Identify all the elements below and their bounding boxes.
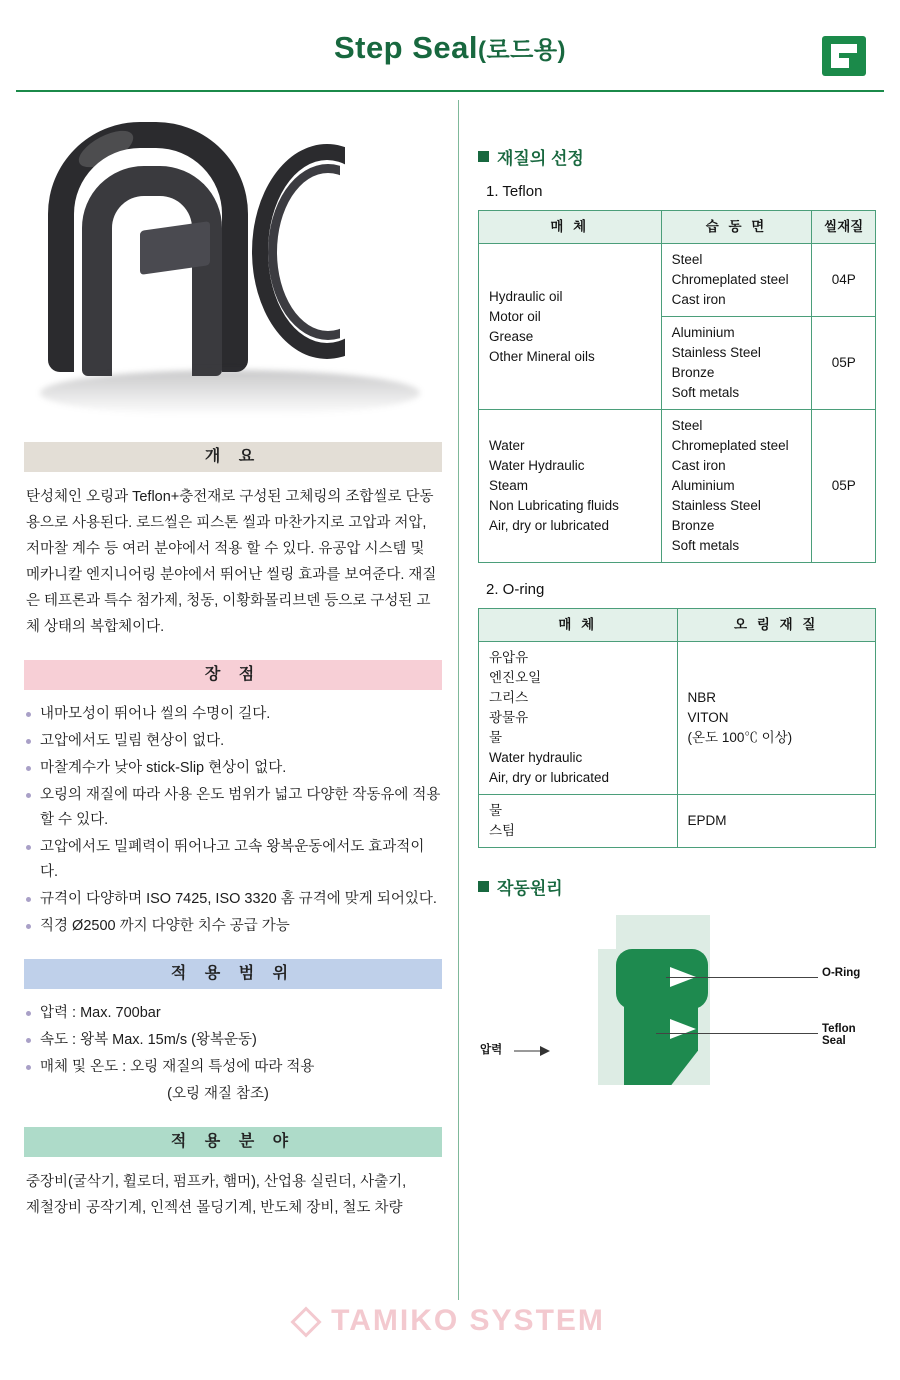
page-title-main: Step Seal (333, 30, 478, 65)
media-line: 물 (489, 803, 503, 818)
left-column (24, 102, 442, 1221)
list-item: 마찰계수가 낮아 stick-Slip 현상이 없다. (24, 756, 442, 781)
section-bar-advantages: 장 점 (24, 660, 442, 690)
application-range-list (24, 1001, 442, 1107)
leader-line-oring (666, 977, 818, 978)
column-divider (458, 100, 459, 1300)
table-row (479, 795, 876, 848)
list-item: 직경 Ø2500 까지 다양한 치수 공급 가능 (24, 914, 442, 939)
list-item: 규격이 다양하며 ISO 7425, ISO 3320 홈 규격에 맞게 되어있다. (24, 887, 442, 912)
media-line: 스팀 (489, 823, 516, 838)
application-field-text (24, 1169, 442, 1221)
col-sliding-surface: 습 동 면 (661, 211, 812, 244)
teflon-subheading: 1. Teflon (486, 183, 543, 200)
surface-line: Soft metals (671, 385, 740, 400)
footer-watermark (0, 1304, 900, 1338)
media-line: Hydraulic oil (489, 288, 563, 304)
cell-seal-2: 05P (812, 410, 876, 563)
material-selection-heading-label: 재질의 선정 (497, 149, 584, 168)
media-line: Water hydraulic (489, 750, 583, 765)
table-row (479, 244, 876, 317)
section-bar-application-range: 적 용 범 위 (24, 959, 442, 989)
material-selection-heading (478, 144, 876, 169)
diamond-icon (291, 1306, 322, 1337)
cell-surfaces-1b (661, 317, 812, 410)
surface-line: Bronze (671, 518, 715, 533)
operating-principle-diagram (478, 915, 876, 1105)
application-field-line1: 중장비(굴삭기, 휠로더, 펌프카, 햄머), 산업용 실린더, 사출기, (26, 1174, 407, 1190)
application-range-note: (오링 재질 참조) (167, 1086, 269, 1102)
page-footer (0, 1284, 900, 1380)
media-line: Other Mineral oils (489, 348, 595, 364)
material-line: EPDM (687, 813, 727, 828)
cell-seal-1a: 04P (812, 244, 876, 317)
surface-line: Stainless Steel (671, 498, 761, 513)
material-line: NBR (687, 690, 717, 705)
step-seal-cross-section-graphic (48, 122, 258, 372)
surface-line: Stainless Steel (671, 345, 761, 360)
media-line: Non Lubricating fluids (489, 498, 619, 513)
table-row (479, 410, 876, 563)
media-line: Air, dry or lubricated (489, 518, 610, 533)
list-item: 압력 : Max. 700bar (24, 1001, 442, 1026)
surface-line: Aluminium (671, 325, 735, 340)
cell-surfaces-2 (661, 410, 812, 563)
surface-line: Aluminium (671, 478, 735, 493)
col-media: 매 체 (479, 609, 678, 642)
list-item: 고압에서도 밀폐력이 뛰어나고 고속 왕복운동에서도 효과적이다. (24, 835, 442, 885)
advantages-list (24, 702, 442, 939)
media-line: Steam (489, 478, 529, 493)
operating-principle-heading-label: 작동원리 (497, 879, 563, 898)
cell-surfaces-1a (661, 244, 812, 317)
page-content (0, 92, 900, 1322)
application-field-line2: 제철장비 공작기계, 인젝션 몰딩기계, 반도체 장비, 철도 차량 (26, 1200, 403, 1216)
media-line: 광물유 (489, 710, 529, 725)
label-teflon-seal: Teflon Seal (822, 1023, 856, 1047)
surface-line: Steel (671, 418, 703, 433)
company-logo-icon (822, 36, 866, 76)
overview-paragraph: 탄성체인 오링과 Teflon+충전재로 구성된 고체링의 조합씰로 단동용으로 사용된다. 로드씰은 피스톤 씰과 마찬가지로 고압과 저압, 저마찰 계수 등 여러 분야에서 적용 할 수 있다. 유공압 시스템 및 메카니칼 엔지니어링 분야에서 뛰어난 씰링 효과를 보여준다. 재질은 테프론과 특수 첨가제, 청동, 이황화몰리브덴 등으로 구성된 고체 상태의 복합체이다. (26, 489, 437, 635)
photo-reflection (40, 370, 420, 416)
media-line: Water Hydraulic (489, 458, 585, 473)
surface-line: Cast iron (671, 292, 726, 307)
table-header-row (479, 609, 876, 642)
right-column (478, 144, 876, 1105)
diagram-arrows (520, 915, 820, 1085)
material-line: (온도 100℃ 이상) (687, 730, 793, 745)
material-line: VITON (687, 710, 729, 725)
page-title (0, 30, 900, 66)
section-bar-overview: 개 요 (24, 442, 442, 472)
media-line: Water (489, 438, 525, 453)
surface-line: Soft metals (671, 538, 740, 553)
footer-watermark-label: TAMIKO SYSTEM (331, 1304, 605, 1337)
oring-subheading: 2. O-ring (486, 581, 545, 598)
surface-line: Cast iron (671, 458, 726, 473)
diagram-canvas (520, 915, 820, 1085)
media-line: 엔진오일 (489, 670, 542, 685)
cell-media-group-2 (479, 410, 662, 563)
col-media: 매 체 (479, 211, 662, 244)
pressure-arrow-icon (514, 1043, 554, 1059)
bullet-square-icon (478, 151, 489, 162)
o-ring-graphic (252, 144, 412, 364)
surface-line: Steel (671, 252, 703, 267)
list-item: 매체 및 온도 : 오링 재질의 특성에 따라 적용 (24, 1055, 442, 1080)
media-line: 물 (489, 730, 503, 745)
col-seal-material: 씰재질 (812, 211, 876, 244)
teflon-material-table (478, 210, 876, 563)
surface-line: Bronze (671, 365, 715, 380)
media-line: 유압유 (489, 650, 529, 665)
label-oring: O-Ring (822, 967, 861, 979)
media-line: 그리스 (489, 690, 529, 705)
operating-principle-heading (478, 874, 876, 899)
list-item: 고압에서도 밀림 현상이 없다. (24, 729, 442, 754)
cell-oring-media-2 (479, 795, 678, 848)
page-header (0, 0, 900, 92)
col-oring-material: 오 링 재 질 (677, 609, 876, 642)
overview-text (24, 484, 442, 640)
list-item: 내마모성이 뛰어나 씰의 수명이 길다. (24, 702, 442, 727)
surface-line: Chromeplated steel (671, 438, 789, 453)
cell-oring-media-1 (479, 642, 678, 795)
section-bar-application-field: 적 용 분 야 (24, 1127, 442, 1157)
list-item: 오링의 재질에 따라 사용 온도 범위가 넓고 다양한 작동유에 적용할 수 있다. (24, 783, 442, 833)
list-item: 속도 : 왕복 Max. 15m/s (왕복운동) (24, 1028, 442, 1053)
page-title-sub: (로드용) (478, 37, 567, 64)
media-line: Grease (489, 328, 534, 344)
table-row (479, 642, 876, 795)
cell-oring-material-2 (677, 795, 876, 848)
media-line: Motor oil (489, 308, 541, 324)
surface-line: Chromeplated steel (671, 272, 789, 287)
media-line: Air, dry or lubricated (489, 770, 610, 785)
cell-seal-1b: 05P (812, 317, 876, 410)
cell-media-group-1 (479, 244, 662, 410)
bullet-square-icon (478, 881, 489, 892)
leader-line-teflon (656, 1033, 818, 1034)
cell-oring-material-1 (677, 642, 876, 795)
oring-material-table (478, 608, 876, 848)
label-pressure: 압력 (480, 1044, 503, 1056)
product-photo (30, 102, 440, 422)
table-header-row (479, 211, 876, 244)
